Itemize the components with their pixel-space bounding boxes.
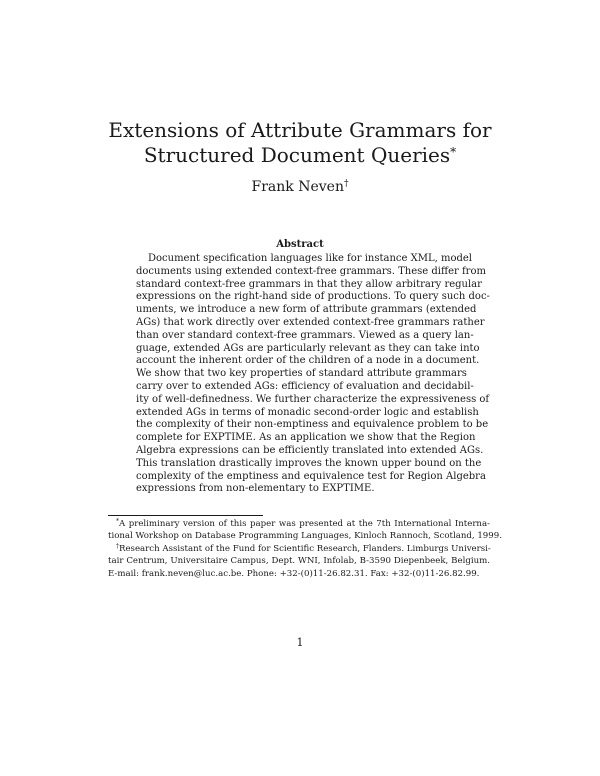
footnote-line: tional Workshop on Database Programming Languages, Kinloch Rannoch, Scotland, 1999.: [108, 531, 502, 542]
footnote-mark: *: [116, 518, 119, 525]
abstract-line: the complexity of their non-emptiness and equivalence problem to be: [136, 419, 489, 431]
abstract-line: ity of well-definedness. We further characterize the expressiveness of: [136, 393, 490, 405]
footnote-line: E-mail: frank.neven@luc.ac.be. Phone: +32-(0)11-26.82.31. Fax: +32-(0)11-26.82.99.: [108, 568, 480, 579]
title-line-text: Structured Document Queries: [143, 143, 451, 167]
footnote-text: Research Assistant of the Fund for Scientific Research, Flanders. Limburgs Universi-: [119, 543, 491, 554]
abstract-line: Document specification languages like for instance XML, model: [148, 253, 472, 264]
abstract-line: uments, we introduce a new form of attribute grammars (extended: [136, 304, 477, 316]
abstract-line: AGs) that work directly over extended context-free grammars rather: [136, 316, 485, 328]
abstract-line: We show that two key properties of standard attribute grammars: [136, 368, 467, 380]
abstract-line: than over standard context-free grammars. Viewed as a query lan-: [136, 329, 474, 341]
abstract-line: This translation drastically improves the known upper bound on the: [136, 457, 482, 469]
abstract-line: standard context-free grammars in that they allow arbitrary regular: [136, 278, 482, 290]
page-number: 1: [296, 636, 304, 649]
abstract-line: documents using extended context-free grammars. These differ from: [136, 265, 486, 277]
title-line: [0, 143, 600, 168]
author-text: Frank Neven: [251, 179, 344, 195]
abstract-line: complete for EXPTIME. As an application we show that the Region: [136, 432, 476, 444]
footnote-line: tair Centrum, Universitaire Campus, Dept. WNI, Infolab, B-3590 Diepenbeek, Belgium.: [108, 556, 490, 567]
footnote-mark: †: [116, 542, 119, 550]
footnote-rule: [108, 515, 263, 516]
footnote-text: A preliminary version of this paper was presented at the 7th International Interna-: [119, 519, 490, 529]
author-name: [0, 178, 600, 196]
abstract-line: expressions from non-elementary to EXPTIME.: [136, 483, 375, 495]
abstract-heading: Abstract: [276, 239, 324, 250]
abstract-line: complexity of the emptiness and equivalence test for Region Algebra: [136, 470, 486, 482]
title-footnote-mark: *: [450, 145, 457, 159]
abstract-line: carry over to extended AGs: efficiency of evaluation and decidabil-: [136, 380, 474, 392]
abstract-line: Algebra expressions can be efficiently translated into extended AGs.: [136, 444, 484, 456]
abstract-line: guage, extended AGs are particularly relevant as they can take into: [136, 342, 480, 354]
author-footnote-mark: †: [343, 179, 349, 189]
footnote-line: [108, 543, 490, 555]
paper-title: [0, 118, 600, 168]
abstract-line: extended AGs in terms of monadic second-order logic and establish: [136, 406, 479, 418]
footnotes: [108, 518, 502, 580]
footnote-line: [108, 518, 490, 530]
abstract-line: account the inherent order of the children of a node in a document.: [136, 355, 480, 367]
title-line: Extensions of Attribute Grammars for: [108, 118, 492, 142]
abstract-line: expressions on the right-hand side of productions. To query such doc-: [136, 291, 490, 303]
abstract-body: [136, 253, 490, 496]
